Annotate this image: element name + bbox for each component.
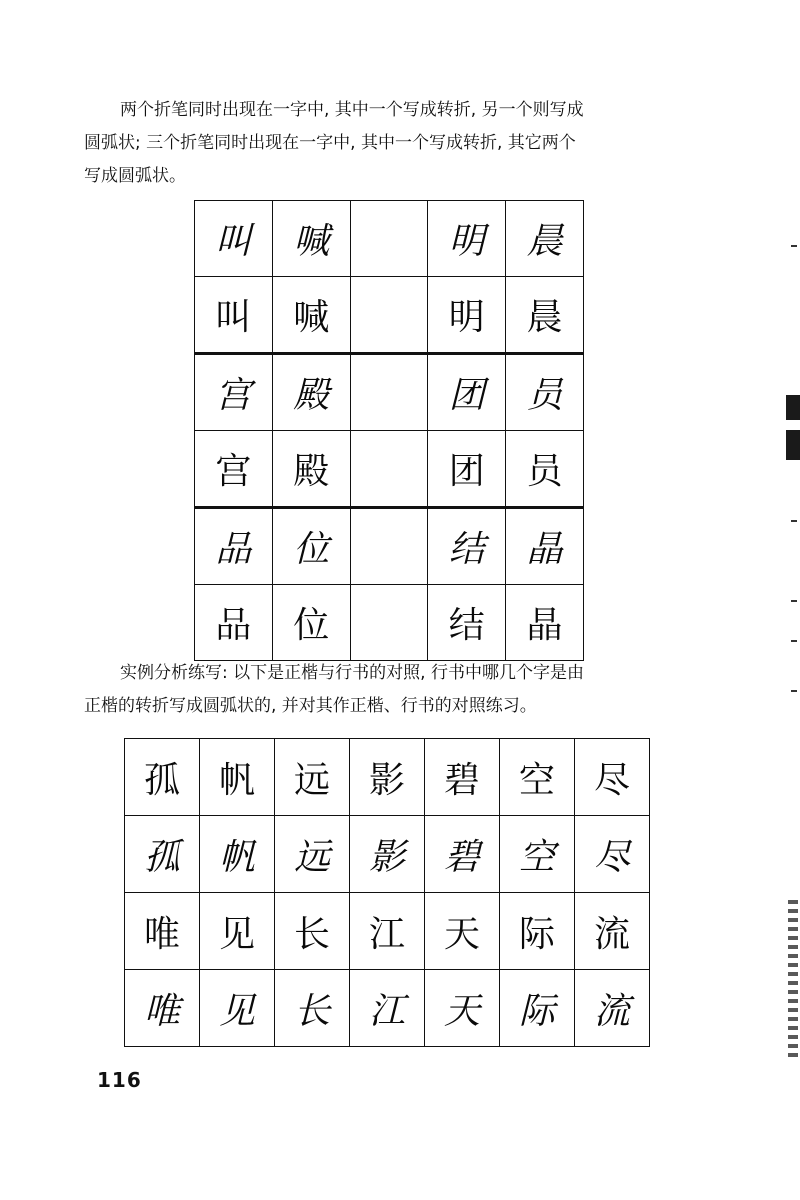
grid2-cell: 孤 (125, 816, 200, 893)
scan-edge-mark (786, 430, 800, 460)
grid1-cell: 宫 (195, 431, 273, 508)
grid2-row-4 (125, 970, 650, 1047)
grid2-row-2 (125, 816, 650, 893)
grid1-cell: 晨 (506, 277, 584, 354)
grid1-cell: 位 (272, 585, 350, 661)
grid2-row-1 (125, 739, 650, 816)
grid1-cell: 喊 (272, 201, 350, 277)
grid1-blank-cell (350, 201, 428, 277)
grid1-blank-cell (350, 431, 428, 508)
grid1-cell: 晶 (506, 508, 584, 585)
grid2-cell: 长 (275, 970, 350, 1047)
grid2-cell: 尽 (575, 739, 650, 816)
page-number: 116 (97, 1068, 142, 1092)
grid2-cell: 唯 (125, 893, 200, 970)
grid1-cell: 宫 (195, 354, 273, 431)
intro-line-1: 两个折笔同时出现在一字中, 其中一个写成转折, 另一个则写成 (120, 100, 584, 120)
grid2-cell: 长 (275, 893, 350, 970)
grid2-cell: 影 (350, 816, 425, 893)
grid2-cell: 江 (350, 893, 425, 970)
scan-edge-tick (791, 245, 797, 247)
grid2-cell: 影 (350, 739, 425, 816)
grid1-cell: 叫 (195, 201, 273, 277)
grid2-cell: 空 (500, 816, 575, 893)
grid2-cell: 际 (500, 893, 575, 970)
exercise-paragraph (84, 657, 584, 723)
grid1-row-2 (195, 277, 584, 354)
grid1-cell: 殿 (272, 354, 350, 431)
intro-line-3: 写成圆弧状。 (84, 166, 186, 186)
grid1-cell: 员 (506, 354, 584, 431)
scan-edge-tick (791, 640, 797, 642)
exercise-line-2: 正楷的转折写成圆弧状的, 并对其作正楷、行书的对照练习。 (84, 696, 537, 716)
grid2-cell: 碧 (425, 816, 500, 893)
grid1-blank-cell (350, 508, 428, 585)
grid1-cell: 喊 (272, 277, 350, 354)
grid1-cell: 晶 (506, 585, 584, 661)
grid1-cell: 位 (272, 508, 350, 585)
grid1-row-6 (195, 585, 584, 661)
grid2-cell: 碧 (425, 739, 500, 816)
grid1-row-1 (195, 201, 584, 277)
scan-edge-tick (791, 690, 797, 692)
scan-edge-tick (791, 520, 797, 522)
scan-edge-tick (791, 600, 797, 602)
grid1-cell: 叫 (195, 277, 273, 354)
grid2-cell: 际 (500, 970, 575, 1047)
grid2-row-3 (125, 893, 650, 970)
grid2-cell: 孤 (125, 739, 200, 816)
grid2-cell: 天 (425, 970, 500, 1047)
exercise-line-1: 实例分析练写: 以下是正楷与行书的对照, 行书中哪几个字是由 (120, 663, 584, 683)
grid2-cell: 远 (275, 816, 350, 893)
grid2-cell: 空 (500, 739, 575, 816)
grid2-cell: 帆 (200, 739, 275, 816)
grid1-cell: 员 (506, 431, 584, 508)
grid2-cell: 尽 (575, 816, 650, 893)
grid1-blank-cell (350, 354, 428, 431)
grid1-cell: 团 (428, 431, 506, 508)
grid2-cell: 流 (575, 893, 650, 970)
grid1-cell: 品 (195, 585, 273, 661)
grid2-cell: 天 (425, 893, 500, 970)
scan-edge-mark (786, 395, 800, 420)
intro-paragraph (84, 94, 584, 193)
grid1-cell: 团 (428, 354, 506, 431)
grid1-row-5 (195, 508, 584, 585)
grid1-cell: 结 (428, 585, 506, 661)
grid1-cell: 晨 (506, 201, 584, 277)
grid1-cell: 殿 (272, 431, 350, 508)
comparison-grid-1 (194, 200, 584, 661)
grid2-cell: 流 (575, 970, 650, 1047)
grid2-cell: 远 (275, 739, 350, 816)
intro-line-2: 圆弧状; 三个折笔同时出现在一字中, 其中一个写成转折, 其它两个 (84, 133, 576, 153)
grid1-cell: 结 (428, 508, 506, 585)
grid1-cell: 明 (428, 277, 506, 354)
grid1-row-4 (195, 431, 584, 508)
grid1-blank-cell (350, 585, 428, 661)
grid2-cell: 江 (350, 970, 425, 1047)
scan-edge-smudge (788, 900, 798, 1060)
grid2-cell: 见 (200, 893, 275, 970)
grid1-blank-cell (350, 277, 428, 354)
practice-grid-2 (124, 738, 650, 1047)
grid1-row-3 (195, 354, 584, 431)
grid1-cell: 明 (428, 201, 506, 277)
grid2-cell: 帆 (200, 816, 275, 893)
grid2-cell: 见 (200, 970, 275, 1047)
grid2-cell: 唯 (125, 970, 200, 1047)
grid1-cell: 品 (195, 508, 273, 585)
